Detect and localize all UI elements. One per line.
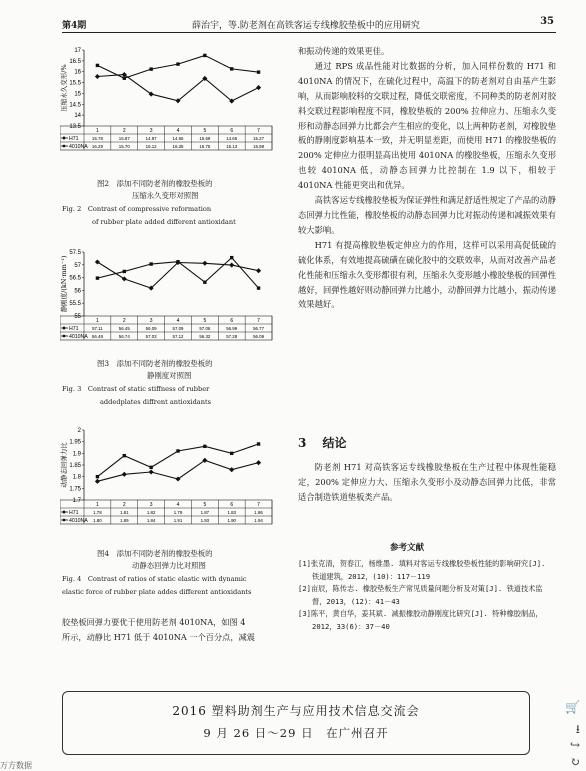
conference-date: 9 月 26 日～29 日 在广州召开 [203, 726, 389, 740]
category-label: 7 [257, 502, 260, 508]
data-point [230, 452, 233, 455]
data-point [257, 70, 260, 73]
running-title: 薛治宇，等.防老剂在高铁客运专线橡胶垫板中的应用研究 [192, 21, 420, 31]
data-point [229, 263, 234, 268]
data-label: 1.78 [93, 510, 102, 515]
data-point [96, 64, 99, 67]
figure-caption-zh-2: 压缩永久变形对照图 [132, 191, 199, 200]
data-label: 1.93 [200, 518, 210, 523]
y-axis-label: 压缩永久变形/% [60, 64, 68, 112]
figure-caption-en: Fig. 2 Contrast of compressive reformation [62, 205, 212, 213]
paragraph: 防老剂 H71 对高铁客运专线橡胶垫板在生产过程中体现性能稳定，200% 定伸应力大、压缩永久变形小及动静态回弹力比低，非常适合制造铁道垫板类产品。 [298, 462, 556, 502]
legend-label: H71 [69, 326, 79, 332]
data-point [230, 256, 233, 259]
y-tick-label: 1.75 [69, 486, 81, 493]
data-point [256, 85, 261, 90]
left-column-text [62, 615, 286, 645]
figure-caption-en: Fig. 4 Contrast of ratios of static elastic with dynamic [62, 575, 247, 583]
data-point [202, 261, 207, 266]
data-table-border [60, 500, 272, 524]
data-point [149, 262, 152, 265]
legend-marker [62, 510, 66, 514]
legend-label: 4010NA [69, 144, 88, 150]
y-tick-label: 56 [74, 288, 81, 295]
figure-caption-zh-2: 动静态回弹力比对照图 [132, 561, 206, 570]
data-label: 1.81 [120, 510, 129, 515]
data-point [123, 454, 126, 457]
category-label: 7 [257, 128, 260, 134]
data-label: 16.13 [226, 144, 238, 149]
series-line-H71 [97, 75, 258, 101]
y-tick-label: 56.5 [69, 275, 81, 282]
data-point [203, 281, 206, 284]
series-line-4010NA [97, 444, 258, 477]
data-label: 15.87 [118, 136, 130, 141]
legend-label: 4010NA [69, 334, 88, 340]
y-tick-label: 57 [74, 262, 81, 269]
data-label: 16.29 [91, 144, 103, 149]
paragraph: H71 有提高橡胶垫板定伸应力的作用，这样可以采用高促低硫的硫化体系，有效地提高硫磺在硫化胶中的交联效率，从而对改善产品老化性能和压缩永久变形都很有利，压缩永久变形越小橡胶垫板的回弹性越好，回弹性越好则动静回弹力比越小，动静回弹力比越小，振动传递效果越好。 [298, 239, 556, 310]
conference-notice-box [62, 691, 530, 755]
y-tick-label: 14.5 [69, 102, 81, 109]
data-point [123, 270, 126, 273]
data-label: 57.09 [172, 326, 184, 331]
right-column-body [298, 44, 556, 312]
data-label: 57.11 [92, 326, 103, 331]
data-label: 1.87 [200, 510, 210, 515]
y-tick-label: 2 [77, 428, 81, 434]
figure-caption-zh: 图2 添加不同防老剂的橡胶垫板的 [97, 179, 213, 188]
data-label: 56.09 [253, 334, 265, 339]
data-label: 16.35 [172, 144, 184, 149]
data-label: 56.32 [199, 334, 211, 339]
data-label: 56.99 [226, 326, 238, 331]
figure-caption-zh: 图4 添加不同防老剂的橡胶垫板的 [97, 549, 213, 558]
data-label: 15.69 [199, 136, 211, 141]
data-label: 14.65 [226, 136, 238, 141]
data-point [176, 260, 179, 263]
data-point [176, 449, 179, 452]
data-label: 15.70 [118, 144, 130, 149]
reference-item: [3]陈平，黄自华，姜其斌. 减振橡胶动静刚度比研究[J]. 特种橡胶制品，2012，33(6)：37－40 [298, 609, 543, 631]
page-number: 35 [540, 16, 554, 27]
legend-marker [63, 335, 65, 337]
y-tick-label: 16 [74, 69, 81, 76]
category-label: 4 [176, 502, 180, 508]
y-tick-label: 17 [74, 48, 81, 54]
series-line-H71 [97, 262, 258, 288]
data-label: 1.83 [227, 510, 236, 515]
y-tick-label: 1.95 [69, 439, 81, 446]
category-label: 4 [176, 318, 180, 324]
references-title: 参考文献 [390, 543, 425, 553]
data-point [256, 268, 261, 273]
data-label: 56.74 [118, 334, 130, 339]
figure-4-caption [62, 548, 287, 597]
reference-item: [1]张克清，贺春江，杨维墨. 填料对客运专线橡胶垫板性能的影响研究[J]. 铁道建筑，2012，(10)：117－119 [298, 559, 546, 581]
refresh-icon[interactable]: ↻ [569, 755, 580, 769]
figure-caption-en-2: elastic force of rubber plate addes different antioxidants [62, 587, 252, 596]
text-line: 胶垫板回弹力要优于使用防老剂 4010NA，如图 4 [62, 617, 246, 627]
legend-marker [62, 136, 66, 140]
data-point [123, 77, 126, 80]
y-tick-label: 55.5 [69, 301, 81, 308]
data-point [203, 445, 206, 448]
data-label: 15.27 [253, 136, 265, 141]
category-label: 3 [149, 502, 153, 508]
data-point [230, 67, 233, 70]
share-icon[interactable]: ↪ [569, 738, 580, 752]
figure-caption-zh: 图3 添加不同防老剂的橡胶垫板的 [97, 359, 213, 368]
figure-3-chart [60, 248, 280, 348]
category-label: 6 [230, 128, 234, 134]
category-label: 5 [203, 318, 207, 324]
category-label: 3 [149, 318, 153, 324]
data-label: 56.45 [118, 326, 130, 331]
conference-title: 2016 塑料助剂生产与应用技术信息交流会 [172, 704, 420, 718]
references-list [298, 558, 556, 633]
legend-label: H71 [69, 136, 79, 142]
cart-icon[interactable]: 🛒 [565, 700, 580, 714]
data-label: 57.12 [172, 334, 184, 339]
data-label: 15.98 [253, 144, 265, 149]
figure-caption-en-2: addedplates diffrent antioxidants [100, 397, 212, 406]
data-point [176, 62, 179, 65]
figure-caption-en-2: of rubber plate added different antioxidant [92, 217, 236, 226]
legend-label: H71 [69, 510, 79, 516]
y-tick-label: 1.9 [72, 451, 81, 458]
data-point [96, 475, 99, 478]
paragraph: 和振动传递的效果更佳。 [298, 46, 390, 56]
figure-3-caption [62, 358, 287, 407]
y-tick-label: 13.5 [69, 124, 81, 130]
y-tick-label: 55 [74, 314, 81, 320]
conclusion-body [298, 460, 556, 505]
data-label: 1.86 [254, 510, 263, 515]
y-tick-label: 15.5 [69, 80, 81, 87]
legend-marker [62, 326, 66, 330]
data-label: 57.03 [145, 334, 157, 339]
data-point [229, 467, 234, 472]
y-tick-label: 1.8 [72, 474, 81, 481]
download-icon[interactable]: ⭳ [575, 722, 580, 736]
y-axis-label: 动静态回弹力比 [60, 442, 68, 488]
data-point [149, 466, 152, 469]
category-label: 6 [230, 502, 234, 508]
y-tick-label: 16.5 [69, 58, 81, 65]
figure-caption-en: Fig. 3 Contrast of static stiffness of rubber [62, 385, 210, 393]
figure-2-chart [60, 46, 280, 166]
data-point [256, 460, 261, 465]
category-label: 2 [122, 128, 126, 134]
data-point [257, 442, 260, 445]
data-label: 14.66 [172, 136, 184, 141]
figure-4-chart [60, 426, 280, 532]
y-tick-label: 15 [74, 91, 81, 98]
y-tick-label: 14 [74, 113, 81, 120]
data-label: 57.28 [226, 334, 238, 339]
category-label: 1 [96, 318, 99, 324]
category-label: 6 [230, 318, 234, 324]
data-point [122, 276, 127, 281]
y-axis-label: 静刚度/(kN·mm⁻¹) [60, 255, 68, 313]
data-label: 57.06 [199, 326, 211, 331]
data-point [95, 479, 100, 484]
section-number: 3 [298, 436, 307, 450]
running-header [62, 16, 556, 33]
data-point [95, 259, 100, 264]
data-point [149, 469, 154, 474]
data-label: 56.48 [91, 334, 103, 339]
data-label: 16.12 [145, 144, 157, 149]
section-title: 结论 [322, 436, 347, 450]
data-label: 14.97 [145, 136, 157, 141]
category-label: 4 [176, 128, 180, 134]
reference-item: [2]亩辰，陈传志. 橡胶垫板生产常见质量问题分析及对策[J]. 铁道技术监督，2013，(12)：41－43 [298, 584, 543, 606]
data-point [257, 286, 260, 289]
data-point [203, 54, 206, 57]
category-label: 5 [203, 502, 207, 508]
category-label: 2 [122, 318, 126, 324]
data-label: 1.84 [146, 518, 156, 523]
footer-source: 万方数据 [0, 761, 32, 770]
paragraph: 通过 RPS 成品性能对比数据的分析，加入同样份数的 H71 和 4010NA 的情况下，在硫化过程中，高温下的防老剂对自由基产生影响，从而影响胶料的交联过程，降低交联密度，不同种类的防老剂对胶料交联过程影响程度不同，橡胶垫板的 200% 拉伸应力、压缩永久变形和动静态回弹力比都会产生相应的变化，以上两种防老剂，对橡胶垫板的静刚度影响基本一致，并无明显差距，而使用 H71 的橡胶垫板的 200% 定伸应力很明显高出使用 4010NA 的橡胶垫板，压缩永久变形也较 4010NA 低，动静态回弹力比控制在 1.9 以下，相较于 4010NA 性能更突出和优异。 [298, 60, 556, 191]
legend-label: 4010NA [69, 518, 88, 524]
category-label: 5 [203, 128, 207, 134]
data-point [96, 276, 99, 279]
category-label: 7 [257, 318, 260, 324]
category-label: 2 [122, 502, 126, 508]
figure-caption-zh-2: 静刚度对照图 [147, 371, 192, 380]
section-heading [298, 434, 347, 451]
category-label: 1 [96, 128, 99, 134]
data-label: 16.75 [199, 144, 211, 149]
legend-marker [63, 145, 65, 147]
y-tick-label: 1.7 [72, 498, 81, 504]
data-label: 56.09 [145, 326, 157, 331]
data-point [122, 472, 127, 477]
text-line: 所示，动静比 H71 低于 4010NA 一个百分点，减震 [62, 631, 255, 642]
issue-label: 第4期 [62, 21, 87, 31]
data-label: 1.90 [227, 518, 236, 523]
data-label: 1.82 [146, 510, 156, 515]
data-label: 1.89 [120, 518, 129, 523]
data-label: 56.77 [253, 326, 265, 331]
data-label: 1.80 [93, 518, 102, 523]
data-point [149, 67, 152, 70]
data-label: 1.79 [173, 510, 183, 515]
category-label: 3 [149, 128, 153, 134]
legend-marker [63, 519, 65, 521]
y-tick-label: 1.85 [69, 463, 81, 469]
data-label: 1.91 [173, 518, 183, 523]
y-tick-label: 57.5 [69, 250, 81, 256]
paragraph: 高铁客运专线橡胶垫板为保证弹性和满足舒适性规定了产品的动静态回弹力比性能，橡胶垫板的动静态回弹力比对振动传递和减振效果有较大影响。 [298, 195, 556, 235]
category-label: 1 [96, 502, 99, 508]
data-point [95, 74, 100, 79]
data-label: 1.94 [254, 518, 263, 523]
figure-2-caption [62, 178, 287, 227]
data-label: 15.78 [91, 136, 103, 141]
